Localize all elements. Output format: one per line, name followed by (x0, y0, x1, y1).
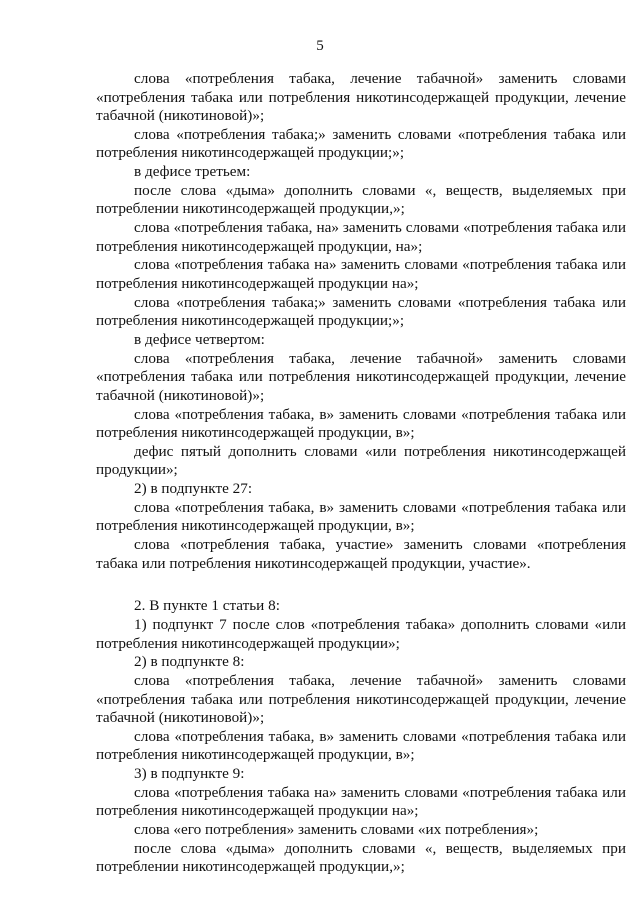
paragraph: слова «потребления табака, в» заменить словами «потребления табака или потребления никотинсодержащей продукции, в»; (96, 498, 626, 535)
paragraph: 1) подпункт 7 после слов «потребления табака» дополнить словами «или потребления никотинсодержащей продукции»; (96, 615, 626, 652)
paragraph: после слова «дыма» дополнить словами «, веществ, выделяемых при потреблении никотинсодержащей продукции,»; (96, 181, 626, 218)
paragraph: слова «потребления табака, лечение табачной» заменить словами «потребления табака или потребления никотинсодержащей продукции, лечение табачной (никотиновой)»; (96, 349, 626, 404)
paragraph: в дефисе четвертом: (134, 330, 265, 348)
paragraph: слова «потребления табака, лечение табачной» заменить словами «потребления табака или потребления никотинсодержащей продукции, лечение табачной (никотиновой)»; (96, 70, 626, 125)
paragraph: слова «его потребления» заменить словами «их потребления»; (134, 821, 539, 839)
paragraph: слова «потребления табака;» заменить словами «потребления табака или потребления никотинсодержащей продукции;»; (96, 293, 626, 330)
document-body (96, 70, 626, 877)
paragraph: слова «потребления табака;» заменить словами «потребления табака или потребления никотинсодержащей продукции;»; (96, 125, 626, 162)
paragraph: слова «потребления табака, участие» заменить словами «потребления табака или потребления никотинсодержащей продукции, участие». (96, 536, 626, 572)
paragraph: в дефисе третьем: (134, 163, 251, 181)
paragraph: слова «потребления табака на» заменить словами «потребления табака или потребления никотинсодержащей продукции на»; (96, 783, 626, 820)
paragraph: слова «потребления табака, лечение табачной» заменить словами «потребления табака или потребления никотинсодержащей продукции, лечение табачной (никотиновой)»; (96, 671, 626, 727)
paragraph: после слова «дыма» дополнить словами «, веществ, выделяемых при потреблении никотинсодержащей продукции,»; (96, 839, 626, 876)
paragraph: слова «потребления табака, на» заменить словами «потребления табака или потребления никотинсодержащей продукции, на»; (96, 219, 626, 255)
paragraph: 3) в подпункте 9: (134, 765, 245, 783)
paragraph: слова «потребления табака, в» заменить словами «потребления табака или потребления никотинсодержащей продукции, в»; (96, 727, 626, 764)
page-number: 5 (316, 38, 324, 54)
paragraph: 2) в подпункте 8: (134, 653, 245, 671)
paragraph: 2) в подпункте 27: (134, 480, 253, 498)
paragraph: слова «потребления табака, в» заменить словами «потребления табака или потребления никотинсодержащей продукции, в»; (96, 405, 626, 442)
paragraph: слова «потребления табака на» заменить словами «потребления табака или потребления никотинсодержащей продукции на»; (96, 256, 626, 292)
section-heading: 2. В пункте 1 статьи 8: (134, 597, 280, 615)
paragraph: дефис пятый дополнить словами «или потребления никотинсодержащей продукции»; (96, 442, 626, 479)
